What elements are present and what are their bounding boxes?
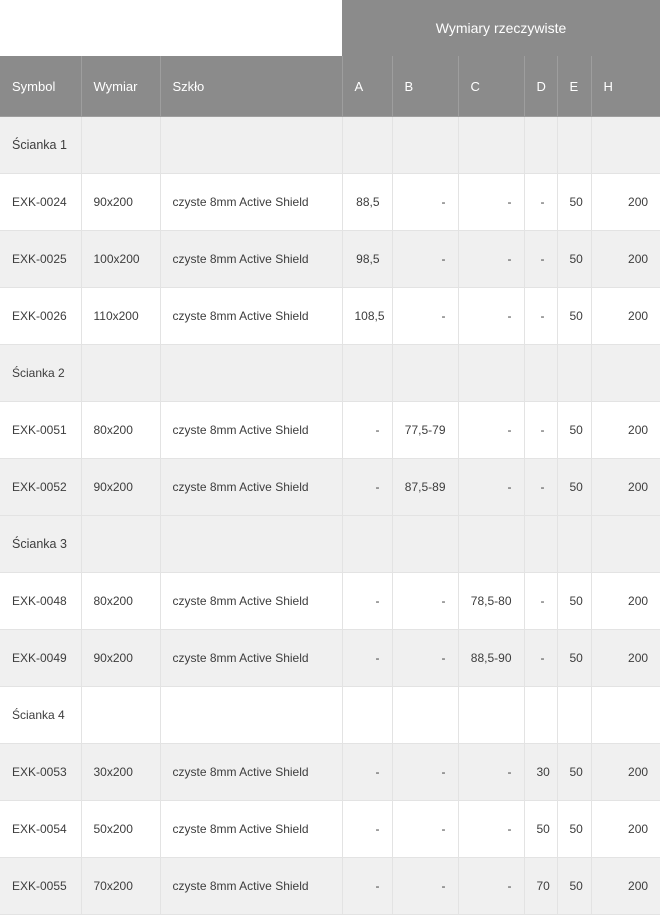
cell-d: - <box>524 288 557 345</box>
column-header-symbol: Symbol <box>0 56 81 117</box>
cell-e: 50 <box>557 459 591 516</box>
cell-wymiar: 70x200 <box>81 858 160 915</box>
cell-symbol: EXK-0025 <box>0 231 81 288</box>
cell-c: 88,5-90 <box>458 630 524 687</box>
cell-h <box>591 345 660 402</box>
cell-b: - <box>392 744 458 801</box>
cell-h: 200 <box>591 459 660 516</box>
cell-b: 87,5-89 <box>392 459 458 516</box>
cell-b <box>392 345 458 402</box>
cell-e <box>557 687 591 744</box>
cell-symbol: EXK-0055 <box>0 858 81 915</box>
cell-szklo: czyste 8mm Active Shield <box>160 174 342 231</box>
table-row <box>0 744 660 801</box>
cell-d: - <box>524 573 557 630</box>
super-header-blank <box>0 0 342 56</box>
cell-szklo: czyste 8mm Active Shield <box>160 288 342 345</box>
cell-d: - <box>524 231 557 288</box>
cell-wymiar <box>81 687 160 744</box>
cell-symbol: EXK-0053 <box>0 744 81 801</box>
cell-e: 50 <box>557 573 591 630</box>
cell-symbol: EXK-0024 <box>0 174 81 231</box>
group-label: Ścianka 2 <box>0 345 81 402</box>
cell-h: 200 <box>591 858 660 915</box>
group-label: Ścianka 4 <box>0 687 81 744</box>
table-row <box>0 858 660 915</box>
cell-wymiar: 100x200 <box>81 231 160 288</box>
cell-szklo <box>160 687 342 744</box>
cell-a: - <box>342 630 392 687</box>
cell-b: - <box>392 630 458 687</box>
super-header-title: Wymiary rzeczywiste <box>342 0 660 56</box>
cell-e: 50 <box>557 288 591 345</box>
cell-b <box>392 687 458 744</box>
cell-d: - <box>524 402 557 459</box>
table-row <box>0 630 660 687</box>
cell-b: - <box>392 573 458 630</box>
cell-symbol: EXK-0054 <box>0 801 81 858</box>
cell-symbol: EXK-0052 <box>0 459 81 516</box>
cell-a <box>342 687 392 744</box>
cell-c <box>458 345 524 402</box>
cell-a: - <box>342 573 392 630</box>
super-header-row <box>0 0 660 56</box>
table-row <box>0 687 660 744</box>
cell-e: 50 <box>557 858 591 915</box>
table-row <box>0 801 660 858</box>
table-row <box>0 288 660 345</box>
cell-b: - <box>392 231 458 288</box>
table-row <box>0 459 660 516</box>
cell-wymiar: 30x200 <box>81 744 160 801</box>
cell-c: - <box>458 174 524 231</box>
cell-szklo: czyste 8mm Active Shield <box>160 630 342 687</box>
table-row <box>0 231 660 288</box>
cell-e: 50 <box>557 402 591 459</box>
cell-a: - <box>342 801 392 858</box>
cell-d <box>524 117 557 174</box>
cell-h: 200 <box>591 231 660 288</box>
cell-b: 77,5-79 <box>392 402 458 459</box>
cell-a: - <box>342 459 392 516</box>
cell-wymiar: 50x200 <box>81 801 160 858</box>
cell-c <box>458 687 524 744</box>
cell-szklo <box>160 345 342 402</box>
cell-wymiar <box>81 516 160 573</box>
cell-d: - <box>524 459 557 516</box>
cell-b: - <box>392 288 458 345</box>
cell-e: 50 <box>557 630 591 687</box>
cell-wymiar: 90x200 <box>81 459 160 516</box>
cell-h: 200 <box>591 630 660 687</box>
cell-szklo: czyste 8mm Active Shield <box>160 858 342 915</box>
cell-e <box>557 117 591 174</box>
cell-h: 200 <box>591 174 660 231</box>
cell-a: 98,5 <box>342 231 392 288</box>
cell-c: - <box>458 744 524 801</box>
cell-a: - <box>342 402 392 459</box>
cell-szklo: czyste 8mm Active Shield <box>160 402 342 459</box>
cell-c <box>458 117 524 174</box>
cell-c: - <box>458 231 524 288</box>
column-header-row <box>0 56 660 117</box>
column-header-e: E <box>557 56 591 117</box>
cell-e <box>557 516 591 573</box>
cell-d: - <box>524 174 557 231</box>
cell-h <box>591 687 660 744</box>
cell-wymiar: 90x200 <box>81 174 160 231</box>
column-header-a: A <box>342 56 392 117</box>
cell-d: 30 <box>524 744 557 801</box>
cell-h: 200 <box>591 288 660 345</box>
cell-a <box>342 345 392 402</box>
cell-szklo <box>160 516 342 573</box>
cell-c: - <box>458 459 524 516</box>
table-body <box>0 117 660 915</box>
cell-d <box>524 687 557 744</box>
cell-h: 200 <box>591 744 660 801</box>
table-row <box>0 516 660 573</box>
cell-b: - <box>392 801 458 858</box>
column-header-szklo: Szkło <box>160 56 342 117</box>
cell-d: 50 <box>524 801 557 858</box>
cell-d <box>524 516 557 573</box>
cell-d: 70 <box>524 858 557 915</box>
cell-c: - <box>458 858 524 915</box>
table-row <box>0 402 660 459</box>
group-label: Ścianka 3 <box>0 516 81 573</box>
cell-szklo: czyste 8mm Active Shield <box>160 801 342 858</box>
cell-a: 88,5 <box>342 174 392 231</box>
cell-c: - <box>458 288 524 345</box>
cell-b: - <box>392 174 458 231</box>
cell-a: 108,5 <box>342 288 392 345</box>
cell-wymiar <box>81 345 160 402</box>
column-header-c: C <box>458 56 524 117</box>
column-header-d: D <box>524 56 557 117</box>
table-row <box>0 117 660 174</box>
cell-b: - <box>392 858 458 915</box>
cell-wymiar: 110x200 <box>81 288 160 345</box>
cell-c <box>458 516 524 573</box>
cell-wymiar: 90x200 <box>81 630 160 687</box>
cell-wymiar <box>81 117 160 174</box>
cell-d: - <box>524 630 557 687</box>
cell-c: - <box>458 801 524 858</box>
cell-szklo: czyste 8mm Active Shield <box>160 459 342 516</box>
cell-a: - <box>342 858 392 915</box>
cell-c: 78,5-80 <box>458 573 524 630</box>
column-header-wymiar: Wymiar <box>81 56 160 117</box>
cell-a: - <box>342 744 392 801</box>
table-row <box>0 573 660 630</box>
cell-symbol: EXK-0051 <box>0 402 81 459</box>
cell-szklo: czyste 8mm Active Shield <box>160 231 342 288</box>
cell-symbol: EXK-0048 <box>0 573 81 630</box>
cell-e: 50 <box>557 801 591 858</box>
cell-e: 50 <box>557 744 591 801</box>
table-row <box>0 174 660 231</box>
cell-h: 200 <box>591 573 660 630</box>
cell-wymiar: 80x200 <box>81 402 160 459</box>
cell-h: 200 <box>591 801 660 858</box>
table-row <box>0 345 660 402</box>
table-head <box>0 0 660 117</box>
column-header-b: B <box>392 56 458 117</box>
cell-h <box>591 117 660 174</box>
cell-b <box>392 516 458 573</box>
cell-d <box>524 345 557 402</box>
group-label: Ścianka 1 <box>0 117 81 174</box>
cell-e: 50 <box>557 231 591 288</box>
cell-symbol: EXK-0026 <box>0 288 81 345</box>
cell-symbol: EXK-0049 <box>0 630 81 687</box>
column-header-h: H <box>591 56 660 117</box>
cell-szklo: czyste 8mm Active Shield <box>160 573 342 630</box>
cell-szklo <box>160 117 342 174</box>
cell-e: 50 <box>557 174 591 231</box>
cell-wymiar: 80x200 <box>81 573 160 630</box>
cell-e <box>557 345 591 402</box>
cell-szklo: czyste 8mm Active Shield <box>160 744 342 801</box>
cell-b <box>392 117 458 174</box>
cell-h <box>591 516 660 573</box>
cell-a <box>342 117 392 174</box>
cell-h: 200 <box>591 402 660 459</box>
cell-a <box>342 516 392 573</box>
cell-c: - <box>458 402 524 459</box>
